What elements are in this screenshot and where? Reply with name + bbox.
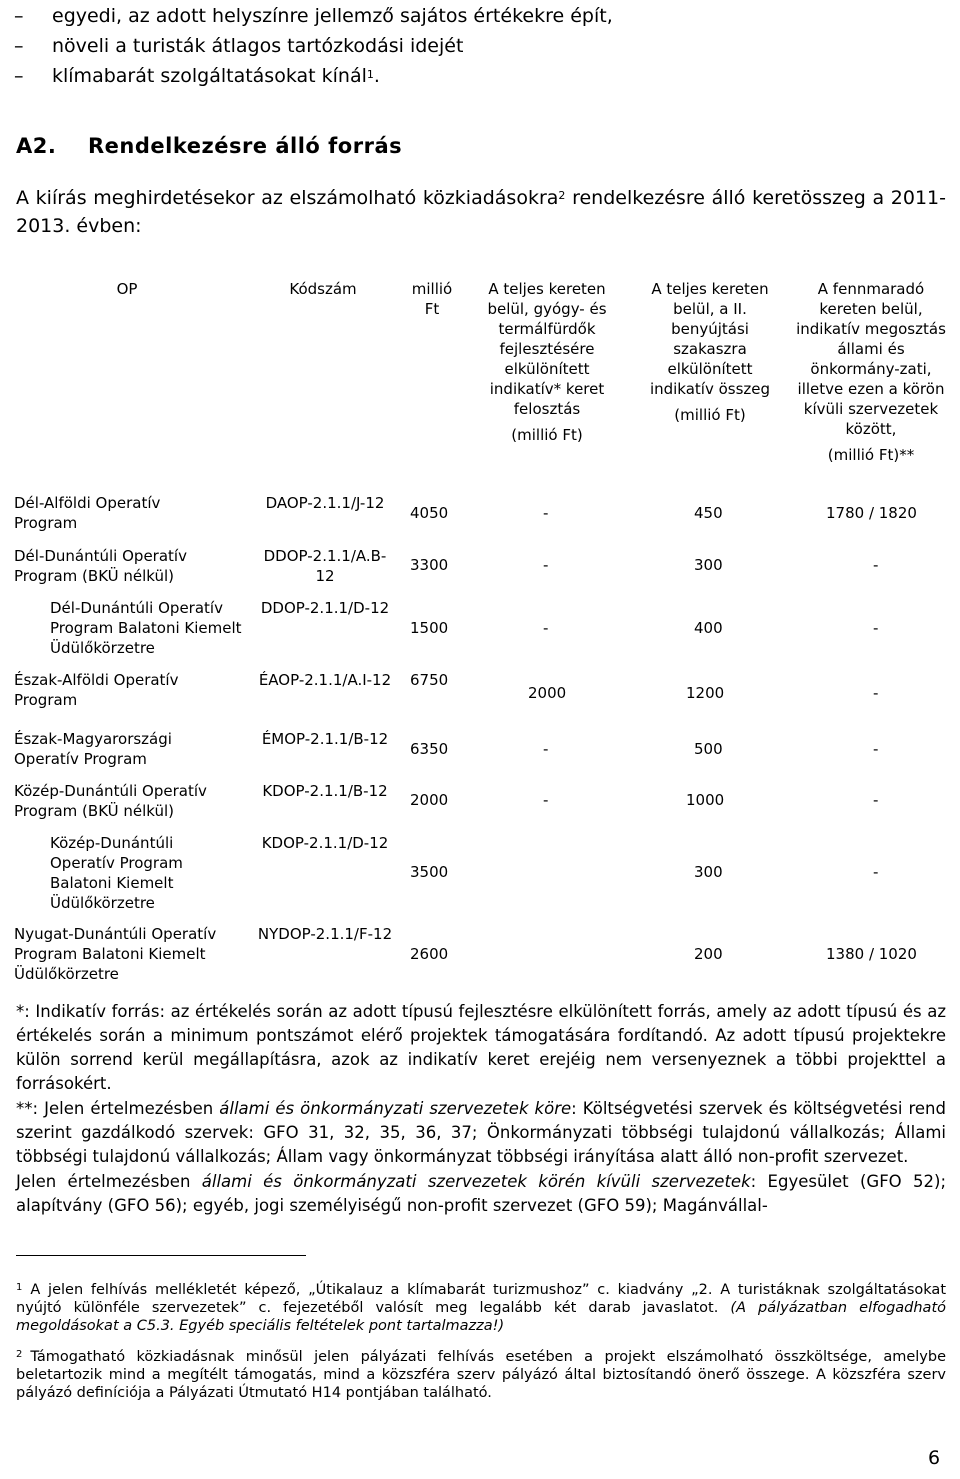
table-cell-split: -: [873, 556, 879, 574]
header-split-text: A fennmaradó kereten belül, indikatív megosztás állami és önkormány-zati, illetve ezen a körön kívüli szervezetek között,: [796, 280, 946, 438]
table-cell-code: KDOP-2.1.1/B-12: [262, 782, 388, 800]
bullet-text: egyedi, az adott helyszínre jellemző sajátos értékekre épít,: [52, 5, 613, 27]
footnote-ref[interactable]: 1: [366, 68, 374, 81]
header-spa-text: A teljes kereten belül, gyógy- és termálfürdők fejlesztésére elkülönített indikatív* keret felosztás: [487, 280, 607, 418]
table-cell-spa: -: [543, 791, 549, 809]
note-emphasis: állami és önkormányzati szervezetek körén kívüli szervezetek: [201, 1172, 751, 1191]
table-cell-phase2: 300: [694, 556, 723, 574]
footnote-2: [16, 1348, 946, 1402]
header-op: OP: [116, 280, 138, 298]
table-cell-code: KDOP-2.1.1/D-12: [261, 834, 389, 852]
footnotes: [16, 1281, 946, 1415]
table-cell-spa: -: [543, 504, 549, 522]
header-phase2-unit: (millió Ft): [674, 406, 746, 424]
table-cell-split: 1780 / 1820: [826, 504, 917, 522]
bullet-item: [14, 32, 944, 62]
table-cell-code: DDOP-2.1.1/A.B-12: [263, 547, 387, 585]
header-split: [796, 279, 946, 465]
note-indicative: *: Indikatív forrás: az értékelés során az adott típusú fejlesztésre elkülönített forrás, amely az adott típusú és az értékelés során a minimum pontszámot elérő projektek támogatására fordítandó. Az adott típusú projektekre külön sorrend kerül megállapításra, azok az indikatív keret erejéig nem versenyeznek a többi projekttel a forrásokért.: [16, 1002, 946, 1093]
table-cell-spa: -: [543, 619, 549, 637]
table-cell-code: ÉMOP-2.1.1/B-12: [261, 730, 389, 748]
note-text: **: Jelen értelmezésben: [16, 1099, 220, 1118]
section-number: A2.: [16, 134, 57, 158]
table-cell-op: Dél-Alföldi Operatív Program: [14, 494, 161, 532]
table-cell-phase2: 500: [694, 740, 723, 758]
note-emphasis: állami és önkormányzati szervezetek köre: [219, 1099, 572, 1118]
table-cell-amount: 1500: [410, 619, 449, 637]
table-cell-split: -: [873, 684, 879, 702]
bullet-text-end: .: [373, 65, 380, 87]
bullet-item: [14, 62, 944, 92]
table-cell-phase2: 300: [694, 863, 723, 881]
dash-marker: –: [14, 5, 24, 27]
footnote-text: A jelen felhívás mellékletét képező, „Útikalauz a klímabarát turizmushoz” c. kiadvány „2. A turistáknak szolgáltatásokat nyújtó különféle szervezetek” c. fejezetéből valósít meg legalább két darab javaslatot.: [16, 1282, 946, 1316]
table-cell-op: Dél-Dunántúli Operatív Program (BKÜ nélkül): [14, 547, 187, 585]
footnote-text: Támogatható közkiadásnak minősül jelen pályázati felhívás esetében a projekt elszámolható összköltsége, amelybe beletartozik mind a megítélt támogatás, mind a közszféra szerv pályázó által biztosítandó önerő összege. A közszféra szerv pályázó definíciója a Pályázati Útmutató H14 pontjában található.: [16, 1349, 946, 1401]
table-cell-spa: 2000: [528, 684, 567, 702]
footnote-mark: 1: [16, 1282, 23, 1293]
table-cell-spa: -: [543, 556, 549, 574]
header-split-unit: (millió Ft)**: [827, 446, 915, 464]
table-cell-amount: 3300: [410, 556, 449, 574]
table-cell-code: ÉAOP-2.1.1/A.I-12: [258, 671, 392, 689]
table-cell-phase2: 1200: [686, 684, 725, 702]
note-other-bodies: [16, 1170, 946, 1218]
table-cell-split: 1380 / 1020: [826, 945, 917, 963]
dash-marker: –: [14, 35, 24, 57]
table-cell-phase2: 400: [694, 619, 723, 637]
table-cell-code: DAOP-2.1.1/J-12: [265, 494, 385, 512]
table-cell-amount: 6350: [410, 740, 449, 758]
table-cell-split: -: [873, 863, 879, 881]
header-spa: [472, 279, 622, 445]
bullet-list: [14, 2, 944, 92]
table-cell-spa: -: [543, 740, 549, 758]
note-text: : Egyesület (GFO 52); alapítvány (GFO 56); egyéb, jogi személyiségű non-profit szervezet (GFO 59); Magánvállal-: [16, 1172, 947, 1215]
table-cell-split: -: [873, 619, 879, 637]
note-state-bodies: [16, 1097, 946, 1169]
table-cell-op: Dél-Dunántúli Operatív Program Balatoni Kiemelt Üdülőkörzetre: [50, 599, 242, 657]
table-notes: [16, 1000, 946, 1219]
table-cell-phase2: 200: [694, 945, 723, 963]
footnote-ref[interactable]: 2: [558, 189, 566, 202]
bullet-text: klímabarát szolgáltatásokat kínál: [52, 65, 367, 87]
table-cell-split: -: [873, 791, 879, 809]
footnote-emphasis: (A pályázatban elfogadható megoldásokat a C5.3. Egyéb speciális feltételek pont tartalmazza!): [16, 1300, 947, 1334]
table-cell-phase2: 450: [694, 504, 723, 522]
section-heading: [16, 134, 402, 158]
table-cell-amount: 4050: [410, 504, 449, 522]
table-cell-code: DDOP-2.1.1/D-12: [260, 599, 390, 617]
header-phase2: [636, 279, 784, 425]
note-text: : Költségvetési szervek és költségvetési rend szerint gazdálkodó szervek: GFO 31, 32, 35, 36, 37; Önkormányzati többségi tulajdonú vállalkozás; Állami többségi tulajdonú vállalkozás; Állam vagy önkormányzat többségi irányítása alatt álló non-profit szervezet.: [16, 1099, 946, 1166]
table-cell-amount: 3500: [410, 863, 449, 881]
header-spa-unit: (millió Ft): [511, 426, 583, 444]
page-number: 6: [928, 1447, 941, 1469]
intro-paragraph: [16, 184, 946, 240]
intro-text: rendelkezésre álló keretösszeg a 2011-2013. évben:: [16, 187, 946, 237]
footnote-separator: [16, 1255, 306, 1256]
header-code: Kódszám: [289, 280, 357, 298]
header-phase2-text: A teljes kereten belül, a II. benyújtási szakaszra elkülönített indikatív összeg: [649, 280, 771, 398]
footnote-1: [16, 1281, 946, 1335]
table-cell-op: Közép-Dunántúli Operatív Program Balatoni Kiemelt Üdülőkörzetre: [50, 834, 183, 912]
footnote-mark: 2: [16, 1349, 23, 1360]
table-cell-code: NYDOP-2.1.1/F-12: [257, 925, 393, 943]
table-cell-amount: 2600: [410, 945, 449, 963]
intro-text: A kiírás meghirdetésekor az elszámolható közkiadásokra: [16, 187, 559, 209]
table-cell-split: -: [873, 740, 879, 758]
table-cell-op: Nyugat-Dunántúli Operatív Program Balatoni Kiemelt Üdülőkörzetre: [14, 925, 217, 983]
table-cell-op: Észak-Magyarországi Operatív Program: [14, 730, 172, 768]
table-cell-amount: 6750: [410, 671, 449, 689]
table-cell-phase2: 1000: [686, 791, 725, 809]
header-amount: millió Ft: [411, 280, 453, 318]
table-cell-op: Közép-Dunántúli Operatív Program (BKÜ nélkül): [14, 782, 207, 820]
table-cell-amount: 2000: [410, 791, 449, 809]
bullet-item: [14, 2, 944, 32]
bullet-text: növeli a turisták átlagos tartózkodási idejét: [52, 35, 464, 57]
note-text: Jelen értelmezésben: [16, 1172, 202, 1191]
section-title: Rendelkezésre álló forrás: [88, 134, 403, 158]
table-cell-op: Észak-Alföldi Operatív Program: [14, 671, 179, 709]
dash-marker: –: [14, 65, 24, 87]
